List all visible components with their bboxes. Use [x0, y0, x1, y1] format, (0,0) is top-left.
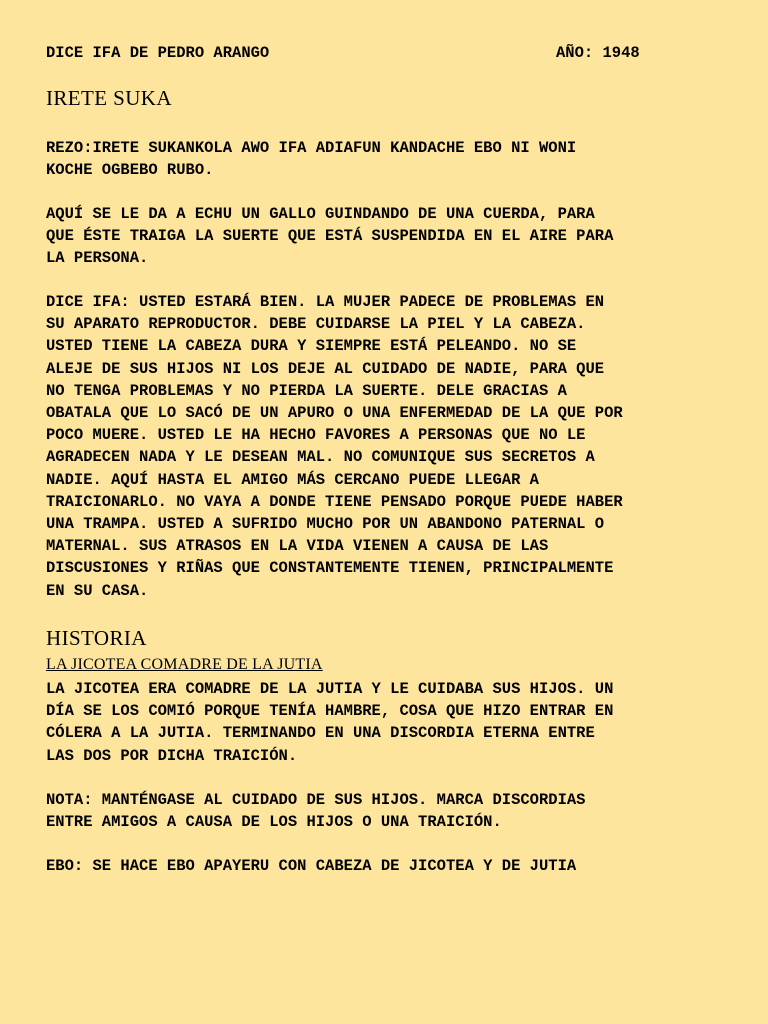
- rezo-paragraph: REZO:IRETE SUKANKOLA AWO IFA ADIAFUN KANDACHE EBO NI WONI KOCHE OGBEBO RUBO.: [46, 139, 577, 180]
- historia-paragraph: LA JICOTEA ERA COMADRE DE LA JUTIA Y LE CUIDABA SUS HIJOS. UN DÍA SE LOS COMIÓ PORQUE TENÍA HAMBRE, COSA QUE HIZO ENTRAR EN CÓLERA A LA JUTIA. TERMINANDO EN UNA DISCORDIA ETERNA ENTRE LAS DOS POR DICHA TRAICIÓN.: [46, 680, 614, 765]
- document-header: [46, 44, 728, 64]
- nota-paragraph: NOTA: MANTÉNGASE AL CUIDADO DE SUS HIJOS. MARCA DISCORDIAS ENTRE AMIGOS A CAUSA DE LOS HIJOS O UNA TRAICIÓN.: [46, 791, 586, 832]
- header-year: AÑO: 1948: [556, 44, 640, 62]
- ebo-paragraph: EBO: SE HACE EBO APAYERU CON CABEZA DE JICOTEA Y DE JUTIA: [46, 857, 577, 875]
- header-author: DICE IFA DE PEDRO ARANGO: [46, 44, 270, 62]
- historia-subtitle: LA JICOTEA COMADRE DE LA JUTIA: [46, 656, 323, 673]
- odu-title: IRETE SUKA: [46, 86, 172, 110]
- echu-paragraph: AQUÍ SE LE DA A ECHU UN GALLO GUINDANDO DE UNA CUERDA, PARA QUE ÉSTE TRAIGA LA SUERTE QUE ESTÁ SUSPENDIDA EN EL AIRE PARA LA PERSONA.: [46, 205, 614, 268]
- dice-ifa-paragraph: DICE IFA: USTED ESTARÁ BIEN. LA MUJER PADECE DE PROBLEMAS EN SU APARATO REPRODUCTOR. DEBE CUIDARSE LA PIEL Y LA CABEZA. USTED TIENE LA CABEZA DURA Y SIEMPRE ESTÁ PELEANDO. NO SE ALEJE DE SUS HIJOS NI LOS DEJE AL CUIDADO DE NADIE, PARA QUE NO TENGA PROBLEMAS Y NO PIERDA LA SUERTE. DELE GRACIAS A OBATALA QUE LO SACÓ DE UN APURO O UNA ENFERMEDAD DE LA QUE POR POCO MUERE. USTED LE HA HECHO FAVORES A PERSONAS QUE NO LE AGRADECEN NADA Y LE DESEAN MAL. NO COMUNIQUE SUS SECRETOS A NADIE. AQUÍ HASTA EL AMIGO MÁS CERCANO PUEDE LLEGAR A TRAICIONARLO. NO VAYA A DONDE TIENE PENSADO PORQUE PUEDE HABER UNA TRAMPA. USTED A SUFRIDO MUCHO POR UN ABANDONO PATERNAL O MATERNAL. SUS ATRASOS EN LA VIDA VIENEN A CAUSA DE LAS DISCUSIONES Y RIÑAS QUE CONSTANTEMENTE TIENEN, PRINCIPALMENTE EN SU CASA.: [46, 293, 623, 600]
- historia-title: HISTORIA: [46, 626, 147, 650]
